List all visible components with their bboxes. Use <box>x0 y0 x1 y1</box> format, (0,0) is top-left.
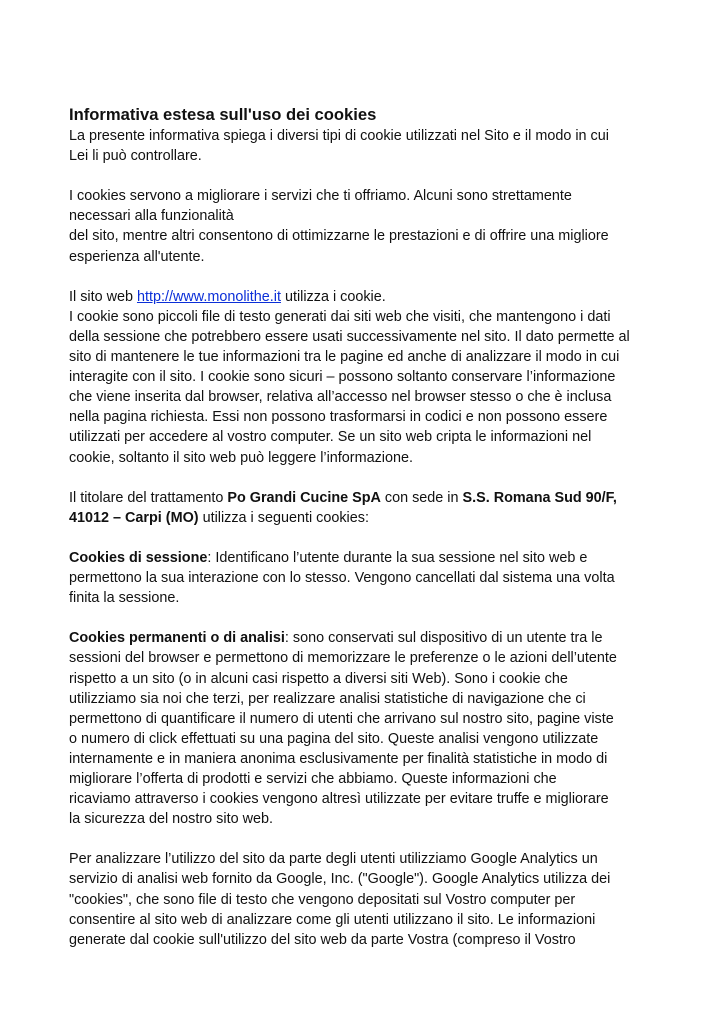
text-line: finita la sessione. <box>69 590 180 607</box>
text-line: "cookies", che sono file di testo che vengono depositati sul Vostro computer per <box>69 891 576 908</box>
text-line: rispetto a un sito (o in alcuni casi rispetto a diversi siti Web). Sono i cookie che <box>69 670 568 687</box>
intro-paragraph <box>69 126 669 166</box>
cookie-definition-paragraph <box>69 287 669 468</box>
text-line: generate dal cookie sull'utilizzo del sito web da parte Vostra (compreso il Vostro <box>69 931 576 948</box>
text-line: che viene inserita dal browser, relativa all’accesso nel browser stesso o che è inclusa <box>69 389 612 406</box>
text-line: permettono la sua interazione con lo stesso. Vengono cancellati dal sistema una volta <box>69 570 615 587</box>
section-heading: Cookies di sessione <box>69 549 208 566</box>
text-line: Lei li può controllare. <box>69 148 202 165</box>
text-line: nella pagina richiesta. Essi non possono trasformarsi in codici e non possono essere <box>69 409 608 426</box>
text-line: La presente informativa spiega i diversi tipi di cookie utilizzati nel Sito e il modo in cui <box>69 128 609 144</box>
text-line: Cookies permanenti o di analisi: sono conservati sul dispositivo di un utente tra le <box>69 630 603 647</box>
text-line: o numero di click effettuati su una pagina del sito. Queste analisi vengono utilizzate <box>69 730 599 747</box>
text-line: interagite con il sito. I cookie sono sicuri – possono soltanto conservare l’informazione <box>69 369 616 386</box>
section-heading: Cookies permanenti o di analisi <box>69 630 285 647</box>
text-line: sito di mantenere le tue informazioni tra le pagine ed anche di analizzare il modo in cui <box>69 349 620 366</box>
text-line: la sicurezza del nostro sito web. <box>69 811 273 828</box>
text-line: utilizziamo sia noi che terzi, per realizzare analisi statistiche di navigazione che ci <box>69 690 586 707</box>
google-analytics-paragraph <box>69 849 669 949</box>
text-line: ricaviamo attraverso i cookies vengono altresì utilizzate per evitare truffe e migliorare <box>69 791 609 808</box>
text-line: sessioni del browser e permettono di memorizzare le preferenze o le azioni dell’utente <box>69 650 617 667</box>
text-line: Il titolare del trattamento Po Grandi Cucine SpA con sede in S.S. Romana Sud 90/F, <box>69 489 617 506</box>
text-line: Cookies di sessione: Identificano l’utente durante la sua sessione nel sito web e <box>69 549 588 566</box>
company-address: S.S. Romana Sud 90/F, <box>462 489 617 506</box>
text-line: internamente e in maniera anonima esclusivamente per finalità statistiche in modo di <box>69 750 608 767</box>
website-link[interactable]: http://www.monolithe.it <box>136 288 281 305</box>
document-title: Informativa estesa sull'uso dei cookies <box>69 105 377 124</box>
session-cookies-paragraph <box>69 548 669 608</box>
company-name: Po Grandi Cucine SpA <box>227 489 381 506</box>
text-line: I cookies servono a migliorare i servizi che ti offriamo. Alcuni sono strettamente <box>69 188 572 205</box>
text-line: 41012 – Carpi (MO) utilizza i seguenti cookies: <box>69 509 369 526</box>
text-line: I cookie sono piccoli file di testo generati dai siti web che visiti, che mantengono i dati <box>69 308 611 325</box>
text-line: del sito, mentre altri consentono di ottimizzarne le prestazioni e di offrire una migliore <box>69 228 609 245</box>
text-line: cookie, soltanto il sito web può leggere l’informazione. <box>69 449 413 466</box>
text-line: necessari alla funzionalità <box>69 208 234 225</box>
cookies-purpose-paragraph <box>69 186 669 266</box>
document-page <box>69 104 669 950</box>
text-line: migliorare l’offerta di prodotti e servizi che abbiamo. Queste informazioni che <box>69 771 557 787</box>
text-line: consentire al sito web di analizzare come gli utenti utilizzano il sito. Le informazioni <box>69 911 596 928</box>
text-line: Il sito web http://www.monolithe.it utilizza i cookie. <box>69 288 386 305</box>
persistent-cookies-paragraph <box>69 628 669 829</box>
text-line: della sessione che potrebbero essere usati successivamente nel sito. Il dato permette al <box>69 328 630 345</box>
company-city: 41012 – Carpi (MO) <box>69 509 199 526</box>
text-line: permettono di quantificare il numero di utenti che arrivano sul nostro sito, pagine viste <box>69 710 614 727</box>
data-controller-paragraph <box>69 488 669 528</box>
text-line: utilizzati per accedere al vostro computer. Se un sito web cripta le informazioni nel <box>69 429 592 446</box>
text-line: servizio di analisi web fornito da Google, Inc. ("Google"). Google Analytics utilizza dei <box>69 871 611 888</box>
text-line: Per analizzare l’utilizzo del sito da parte degli utenti utilizziamo Google Analytics un <box>69 851 598 868</box>
text-line: esperienza all'utente. <box>69 248 205 265</box>
